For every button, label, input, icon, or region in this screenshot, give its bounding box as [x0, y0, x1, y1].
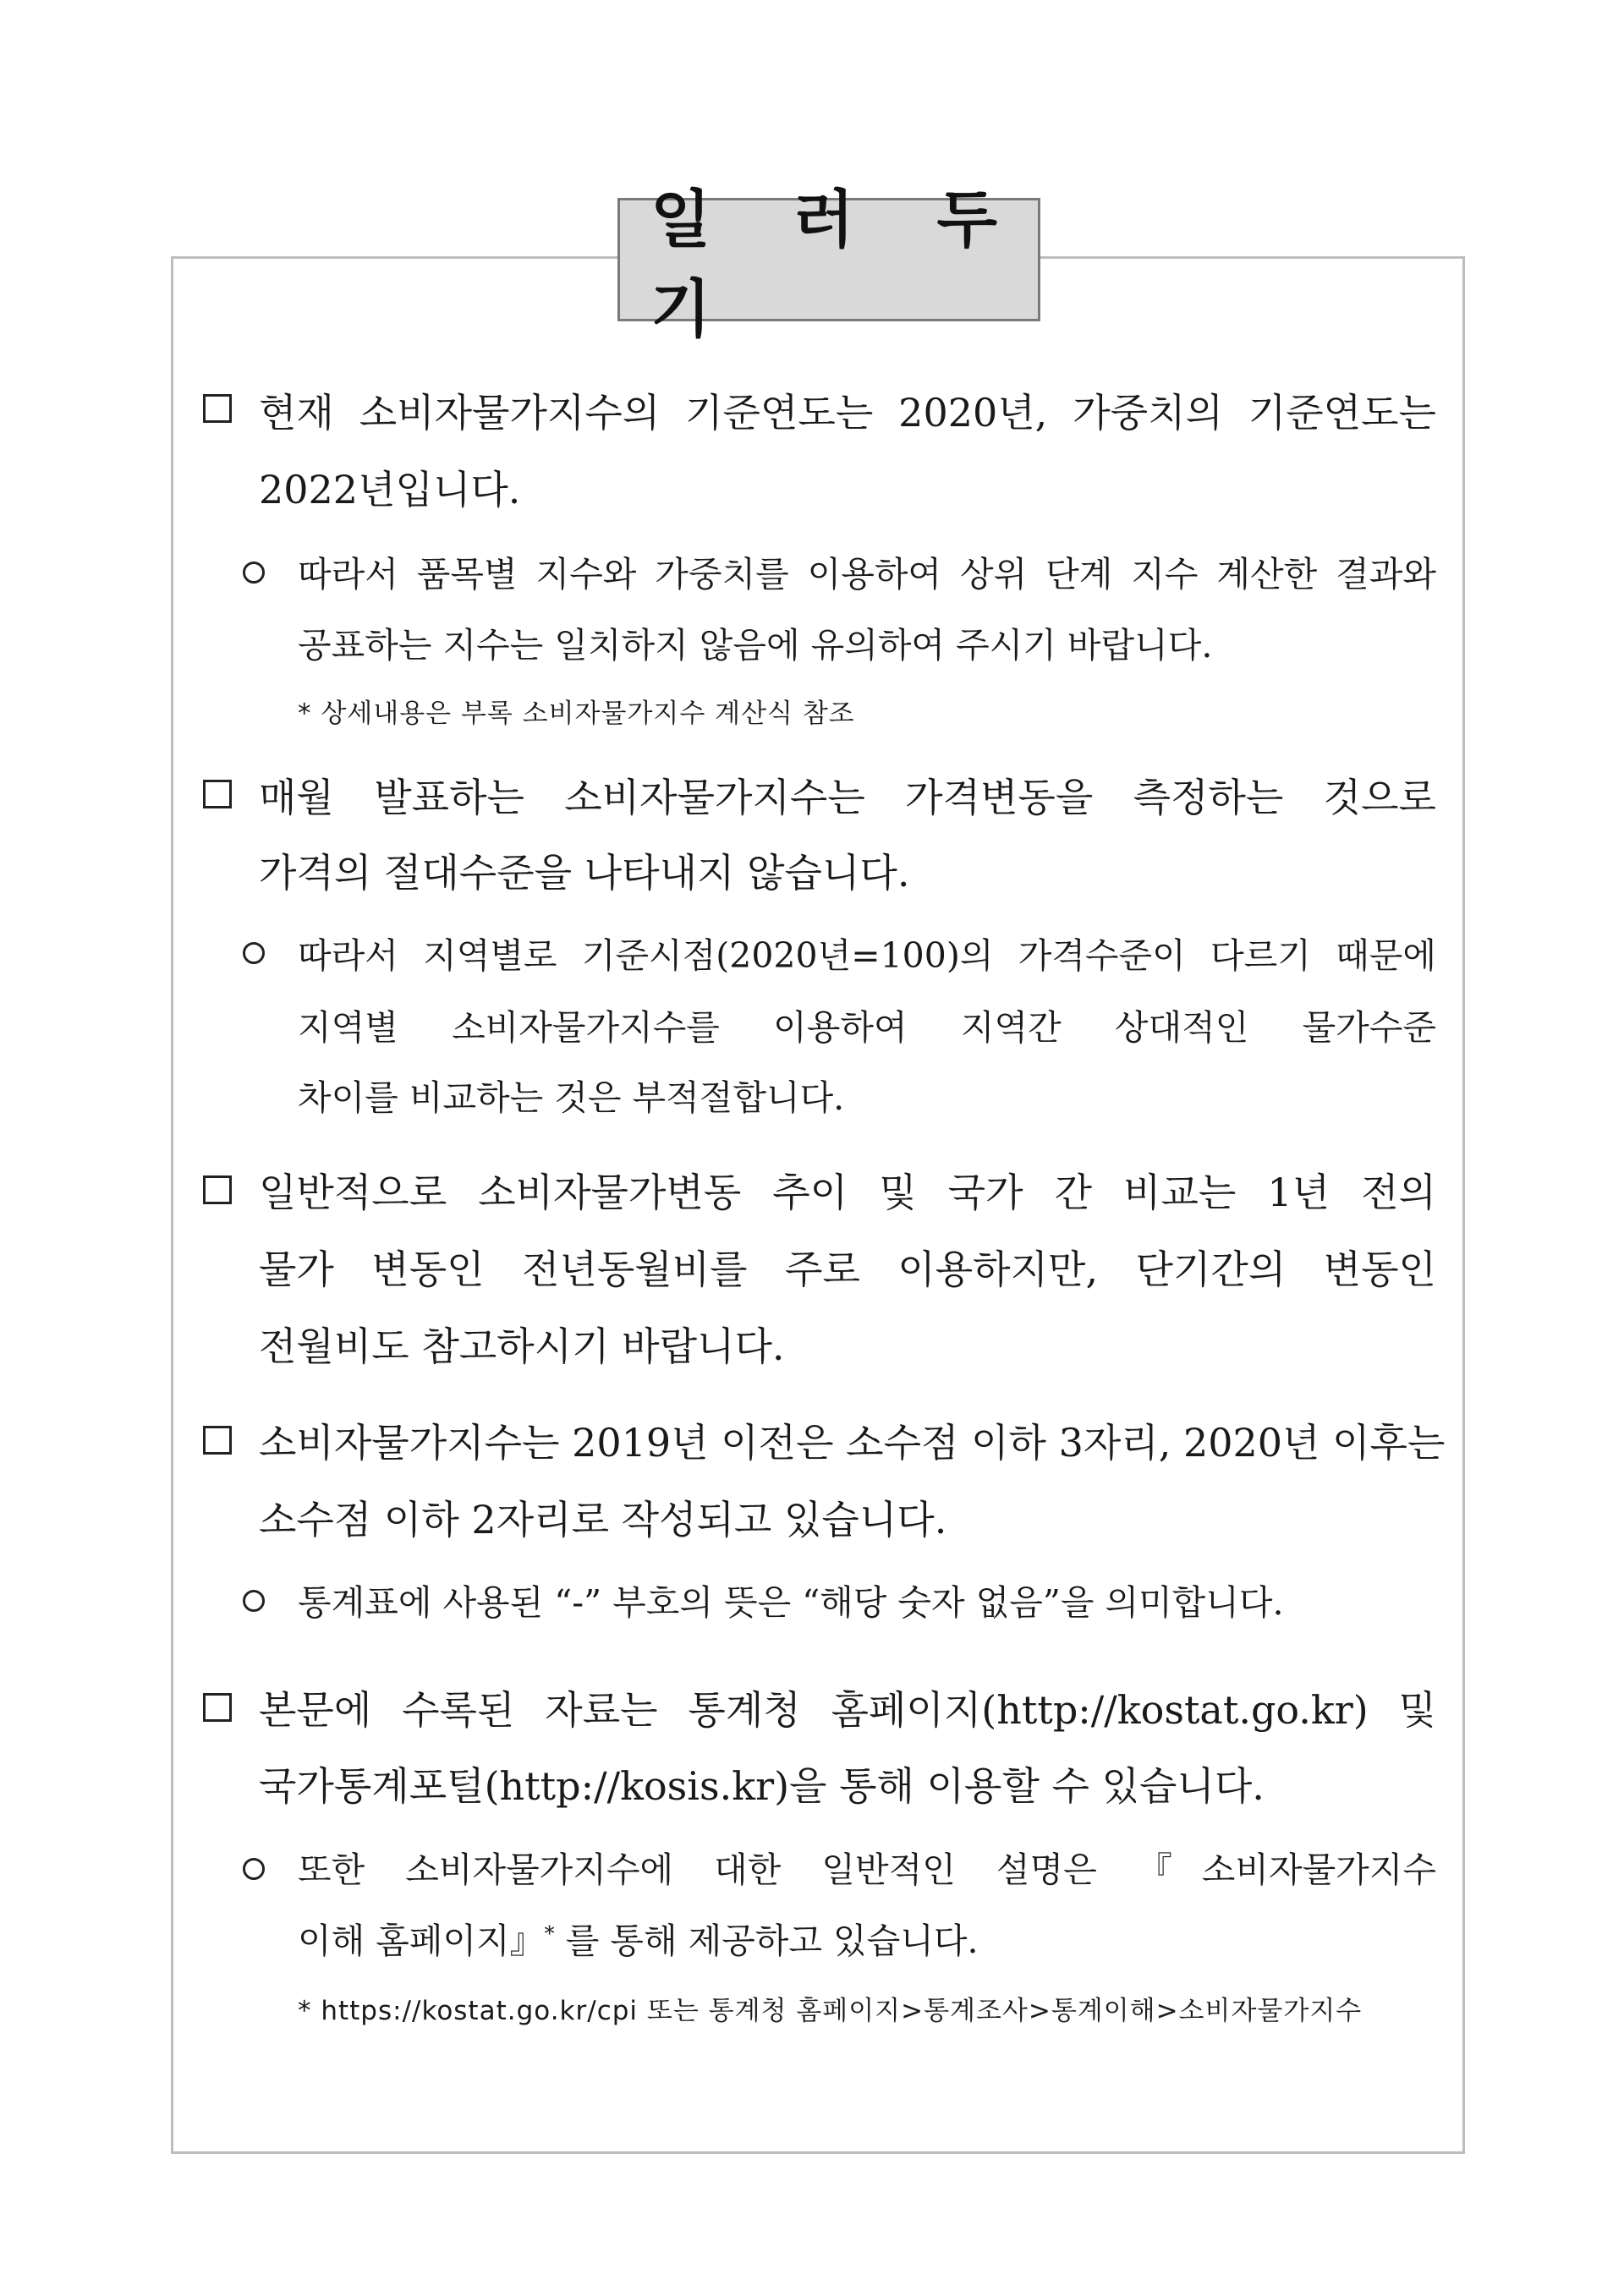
section-3-line-3: 전월비도 참고하시기 바랍니다. — [259, 1323, 785, 1369]
section-5-line-2: 국가통계포털(http://kosis.kr)을 통해 이용할 수 있습니다. — [259, 1763, 1265, 1809]
section-4-line-2: 소수점 이하 2자리로 작성되고 있습니다. — [259, 1497, 947, 1543]
section-1-bullet-1-line-2: 공표하는 지수는 일치하지 않음에 유의하여 주시기 바랍니다. — [298, 625, 1213, 666]
section-5-bullet-1-line-2-text: 이해 홈페이지』 — [298, 1921, 545, 1961]
circle-bullet-icon — [243, 942, 265, 964]
square-bullet-icon — [203, 1693, 232, 1722]
square-bullet-icon — [203, 1175, 232, 1204]
section-5-bullet-1-line-1: 또한 소비자물가지수에 대한 일반적인 설명은 『소비자물가지수 — [298, 1849, 1436, 1890]
section-1-line-2: 2022년입니다. — [259, 467, 521, 512]
section-4-bullet-1-line-1: 통계표에 사용된 “-” 부호의 뜻은 “해당 숫자 없음”을 의미합니다. — [298, 1582, 1284, 1623]
title-box — [617, 184, 1040, 346]
square-bullet-icon — [203, 394, 232, 423]
section-5-note: * https://kostat.go.kr/cpi 또는 통계청 홈페이지>통계조사>통계이해>소비자물가지수 — [298, 1996, 1363, 2026]
square-bullet-icon — [203, 780, 232, 808]
circle-bullet-icon — [243, 1590, 265, 1612]
section-1-line-1: 현재 소비자물가지수의 기준연도는 2020년, 가중치의 기준연도는 — [259, 390, 1436, 436]
section-1-note: * 상세내용은 부록 소비자물가지수 계산식 참조 — [298, 699, 855, 729]
section-3-line-2: 물가 변동인 전년동월비를 주로 이용하지만, 단기간의 변동인 — [259, 1247, 1436, 1292]
page-title: 일 러 두 기 — [650, 184, 1028, 346]
section-5-bullet-1-line-2 — [298, 1913, 1436, 1963]
section-5-line-1: 본문에 수록된 자료는 통계청 홈페이지(http://kostat.go.kr) 및 — [259, 1687, 1436, 1733]
section-5-bullet-1-line-2-tail: 를 통해 제공하고 있습니다. — [554, 1921, 979, 1961]
square-bullet-icon — [203, 1426, 232, 1455]
section-1-bullet-1-line-1: 따라서 품목별 지수와 가중치를 이용하여 상위 단계 지수 계산한 결과와 — [298, 554, 1436, 595]
section-2-line-2: 가격의 절대수준을 나타내지 않습니다. — [259, 850, 910, 896]
section-2-bullet-1-line-3: 차이를 비교하는 것은 부적절합니다. — [298, 1077, 845, 1118]
section-2-bullet-1-line-2: 지역별 소비자물가지수를 이용하여 지역간 상대적인 물가수준 — [298, 1007, 1436, 1048]
section-2-bullet-1-line-1: 따라서 지역별로 기준시점(2020년=100)의 가격수준이 다르기 때문에 — [298, 935, 1436, 976]
footnote-mark: * — [544, 1921, 555, 1946]
section-3-line-1: 일반적으로 소비자물가변동 추이 및 국가 간 비교는 1년 전의 — [259, 1170, 1436, 1215]
section-4-line-1: 소비자물가지수는 2019년 이전은 소수점 이하 3자리, 2020년 이후는 — [259, 1420, 1446, 1466]
circle-bullet-icon — [243, 562, 265, 584]
section-2-line-1: 매월 발표하는 소비자물가지수는 가격변동을 측정하는 것으로 — [259, 775, 1436, 820]
circle-bullet-icon — [243, 1858, 265, 1880]
